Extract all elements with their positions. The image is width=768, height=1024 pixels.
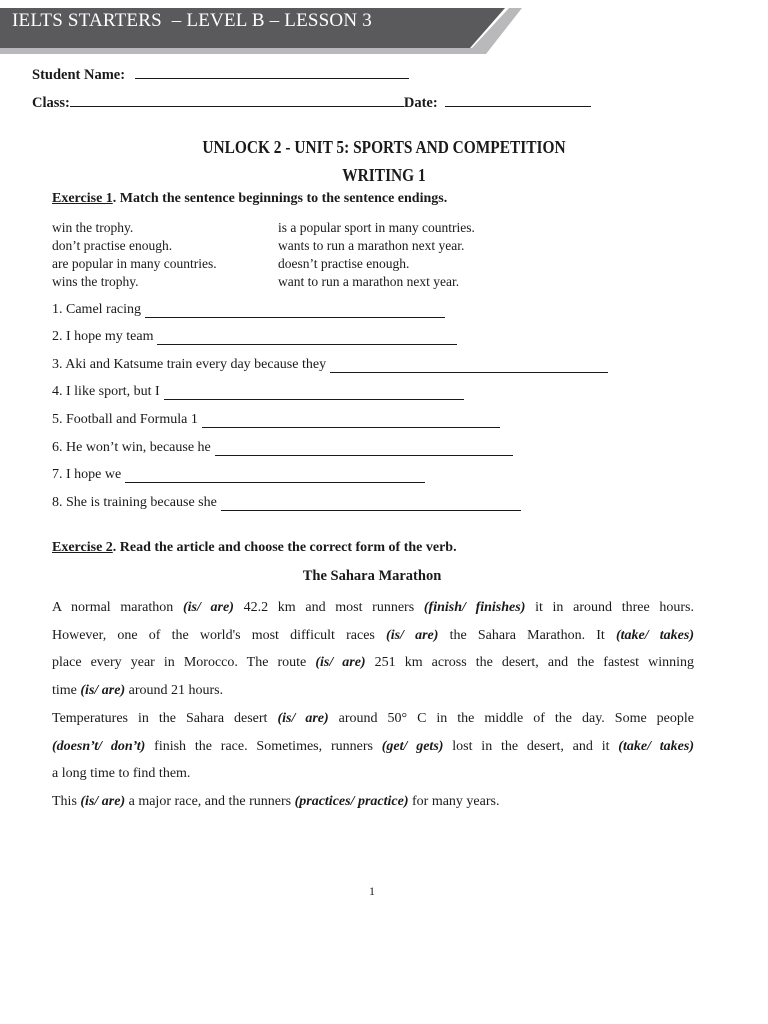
question-item	[52, 290, 608, 318]
article-line: time (is/ are) around 21 hours.	[52, 683, 224, 699]
question-text: 6. He won’t win, because he	[52, 439, 211, 455]
verb-choice[interactable]: (practices/ practice)	[294, 793, 409, 809]
article-line: place every year in Morocco. The route (is/ are) 251 km across the desert, and the fastest winning	[52, 655, 695, 671]
exercise2-title	[52, 540, 457, 556]
lesson-heading: WRITING 1	[342, 165, 426, 185]
verb-choice[interactable]: (doesn’t/ don’t)	[52, 738, 146, 754]
verb-choice[interactable]: (is/ are)	[277, 710, 329, 726]
exercise1-instruction: . Match the sentence beginnings to the sentence endings.	[112, 191, 448, 206]
date-label: Date:	[403, 95, 438, 111]
question-text: 4. I like sport, but I	[52, 384, 160, 400]
answer-line[interactable]	[221, 498, 521, 511]
verb-choice[interactable]: (take/ takes)	[615, 627, 695, 643]
student-name-label: Student Name:	[32, 67, 126, 83]
question-item	[52, 428, 608, 456]
match-b-item: is a popular sport in many countries.	[278, 220, 475, 235]
question-item	[52, 345, 608, 373]
unit-heading: UNLOCK 2 - UNIT 5: SPORTS AND COMPETITION	[202, 137, 566, 157]
question-text: 7. I hope we	[52, 467, 122, 483]
date-line[interactable]	[445, 94, 591, 107]
question-text: 2. I hope my team	[52, 329, 154, 345]
matching-column-b	[278, 219, 475, 291]
question-text: 5. Football and Formula 1	[52, 411, 198, 427]
student-name-row	[32, 66, 409, 84]
answer-line[interactable]	[125, 470, 425, 483]
question-text: 3. Aki and Katsume train every day because they	[52, 356, 327, 372]
answer-line[interactable]	[164, 387, 464, 400]
student-name-line[interactable]	[135, 66, 409, 79]
answer-line[interactable]	[215, 443, 513, 456]
matching-column-a	[52, 219, 217, 291]
question-text: 1. Camel racing	[52, 301, 142, 317]
answer-line[interactable]	[145, 305, 445, 318]
article-line: A normal marathon (is/ are) 42.2 km and most runners (finish/ finishes) it in around three hours.	[52, 600, 694, 615]
question-item	[52, 318, 608, 346]
article-line: However, one of the world's most difficult races (is/ are) the Sahara Marathon. It (take/ takes)	[52, 627, 695, 643]
article-line: a long time to find them.	[52, 766, 191, 782]
match-b-item: want to run a marathon next year.	[278, 274, 460, 289]
match-a-item: don’t practise enough.	[52, 238, 173, 253]
class-line[interactable]	[70, 94, 404, 107]
question-item	[52, 456, 608, 484]
match-a-item: are popular in many countries.	[52, 256, 217, 271]
article-line: This (is/ are) a major race, and the runners (practices/ practice) for many years.	[52, 793, 500, 809]
match-a-item: wins the trophy.	[52, 274, 139, 289]
exercise1-questions	[52, 290, 608, 511]
class-date-row	[32, 94, 591, 112]
exercise1-number: Exercise 1	[52, 191, 113, 206]
article-title: The Sahara Marathon	[302, 568, 442, 584]
article-line: Temperatures in the Sahara desert (is/ are) around 50° C in the middle of the day. Some people	[52, 710, 694, 726]
answer-line[interactable]	[202, 415, 500, 428]
verb-choice[interactable]: (is/ are)	[315, 655, 366, 671]
question-item	[52, 373, 608, 401]
verb-choice[interactable]: (is/ are)	[182, 600, 234, 615]
verb-choice[interactable]: (is/ are)	[80, 683, 126, 699]
exercise2-number: Exercise 2	[52, 540, 113, 555]
answer-line[interactable]	[157, 332, 457, 345]
verb-choice[interactable]: (finish/ finishes)	[423, 600, 526, 615]
match-b-item: wants to run a marathon next year.	[278, 238, 465, 253]
verb-choice[interactable]: (take/ takes)	[618, 738, 694, 754]
verb-choice[interactable]: (get/ gets)	[381, 738, 444, 754]
article-line: (doesn’t/ don’t) finish the race. Sometimes, runners (get/ gets) lost in the desert, and it (take/ takes)	[52, 738, 694, 754]
question-item	[52, 483, 608, 511]
verb-choice[interactable]: (is/ are)	[80, 793, 126, 809]
question-text: 8. She is training because she	[52, 494, 217, 510]
match-b-item: doesn’t practise enough.	[278, 256, 410, 271]
header-banner	[0, 0, 768, 60]
exercise2-instruction: . Read the article and choose the correct form of the verb.	[112, 540, 457, 555]
page-title: IELTS STARTERS – LEVEL B – LESSON 3	[12, 10, 372, 31]
article-body	[52, 594, 694, 816]
page-number: 1	[369, 884, 375, 898]
verb-choice[interactable]: (is/ are)	[386, 627, 439, 643]
exercise1-title	[52, 191, 447, 207]
match-a-item: win the trophy.	[52, 220, 134, 235]
answer-line[interactable]	[330, 360, 608, 373]
question-item	[52, 400, 608, 428]
class-label: Class:	[32, 95, 70, 111]
